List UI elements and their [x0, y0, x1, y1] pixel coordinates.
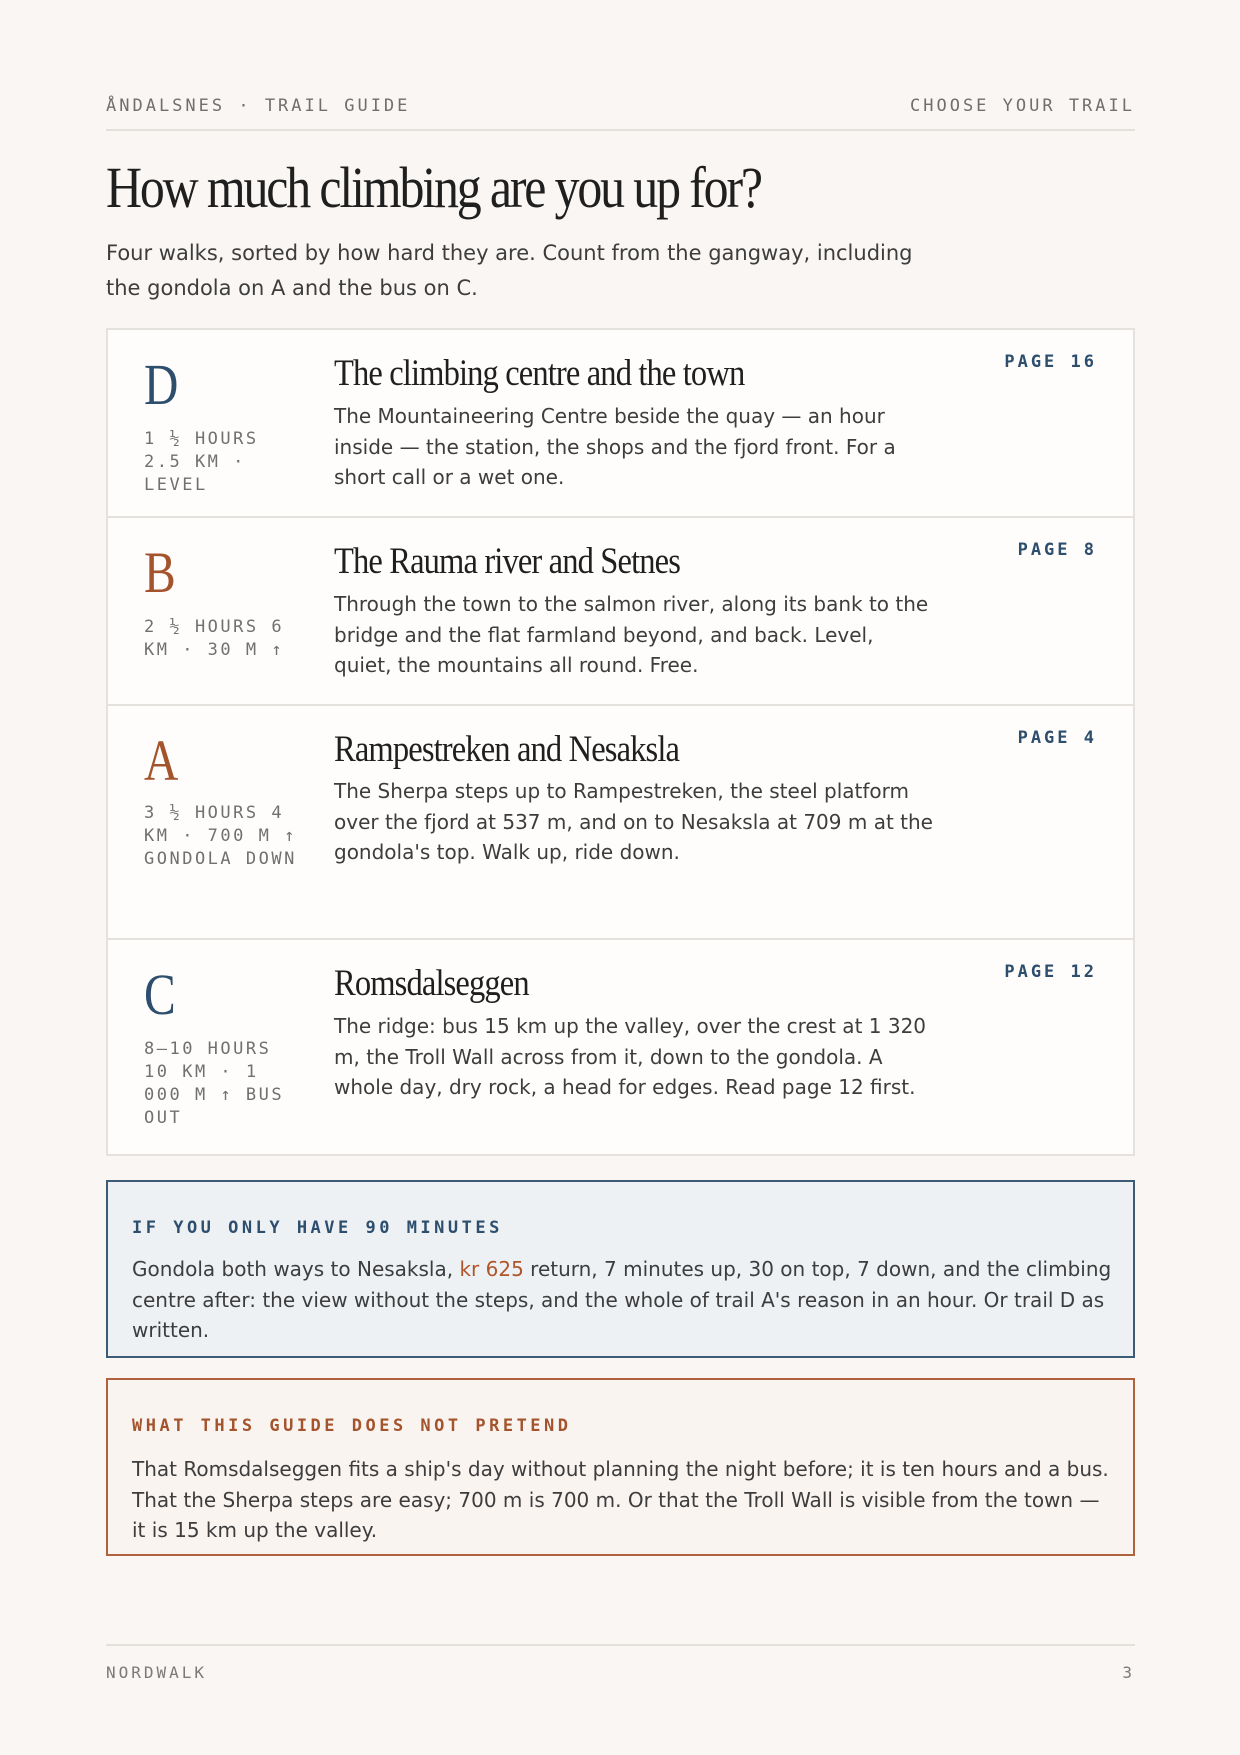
- trail-page-link[interactable]: PAGE 8: [1017, 540, 1097, 560]
- trail-name: Romsdalseggen: [334, 963, 529, 1004]
- intro-text: Four walks, sorted by how hard they are. Count from the gangway, including the gondola on A and the bus on C.: [106, 241, 913, 300]
- trail-description: Through the town to the salmon river, along its bank to the bridge and the flat farmland beyond, and back. Level, quiet, the mountains all round. Free.: [334, 592, 929, 677]
- trail-card-c[interactable]: [108, 938, 1133, 1154]
- trail-stats: 1 ½ HOURS 2.5 KM · LEVEL: [144, 429, 259, 495]
- trail-letter: B: [144, 540, 176, 605]
- guide-page: [106, 0, 1135, 1755]
- disclaimer-text: That Romsdalseggen fits a ship's day without planning the night before; it is ten hours and a bus. That the Sherpa steps are easy; 700 m is 700 m. Or that the Troll Wall is visible from the town — it is 15 km up the valley.: [132, 1457, 1109, 1542]
- trail-description: The ridge: bus 15 km up the valley, over the crest at 1 320 m, the Troll Wall across from it, down to the gondola. A whole day, dry rock, a head for edges. Read page 12 first.: [334, 1014, 927, 1099]
- quick-tip-box: [106, 1180, 1135, 1358]
- trail-page-link[interactable]: PAGE 12: [1004, 962, 1097, 982]
- trail-letter: C: [144, 962, 176, 1027]
- trail-card-b[interactable]: [108, 516, 1133, 704]
- header-divider: [106, 129, 1135, 131]
- publisher-name: NORDWALK: [106, 1663, 208, 1682]
- page-title: How much climbing are you up for?: [106, 155, 761, 220]
- tip-text-end: return, 7 minutes up, 30 on top, 7 down, and the climbing centre after: the view without the steps, and the whole of trail A's reason in an hour. Or trail D as written.: [132, 1257, 1112, 1342]
- trail-card-a[interactable]: [108, 704, 1133, 938]
- trail-stats: 3 ½ HOURS 4 KM · 700 M ↑ GONDOLA DOWN: [144, 803, 297, 869]
- trail-name: The climbing centre and the town: [334, 353, 745, 394]
- tip-text: [132, 1254, 1112, 1346]
- trail-stats: 8–10 HOURS 10 KM · 1 000 M ↑ BUS OUT: [144, 1039, 285, 1128]
- disclaimer-box: [106, 1378, 1135, 1556]
- disclaimer-heading: WHAT THIS GUIDE DOES NOT PRETEND: [132, 1416, 572, 1436]
- chapter-label: CHOOSE YOUR TRAIL: [910, 96, 1135, 116]
- trail-list: [106, 328, 1135, 1156]
- trail-letter: D: [144, 352, 179, 417]
- footer: [106, 1663, 1135, 1682]
- section-label: ÅNDALSNES · TRAIL GUIDE: [106, 96, 411, 116]
- running-head: [106, 96, 1135, 116]
- tip-heading: IF YOU ONLY HAVE 90 MINUTES: [132, 1218, 503, 1238]
- trail-letter: A: [144, 728, 179, 793]
- trail-stats: 2 ½ HOURS 6 KM · 30 M ↑: [144, 617, 285, 660]
- footer-divider: [106, 1644, 1135, 1646]
- page-number: 3: [1122, 1663, 1135, 1682]
- trail-name: Rampestreken and Nesaksla: [334, 729, 680, 770]
- gondola-price: kr 625: [459, 1257, 524, 1281]
- tip-text-start: Gondola both ways to Nesaksla,: [132, 1257, 460, 1281]
- trail-description: The Sherpa steps up to Rampestreken, the steel platform over the fjord at 537 m, and on to Nesaksla at 709 m at the gondola's top. Walk up, ride down.: [334, 779, 933, 864]
- trail-card-d[interactable]: [108, 330, 1133, 516]
- trail-page-link[interactable]: PAGE 16: [1004, 352, 1097, 372]
- trail-description: The Mountaineering Centre beside the quay — an hour inside — the station, the shops and the fjord front. For a short call or a wet one.: [334, 404, 896, 489]
- trail-name: The Rauma river and Setnes: [334, 541, 681, 582]
- trail-page-link[interactable]: PAGE 4: [1017, 728, 1097, 748]
